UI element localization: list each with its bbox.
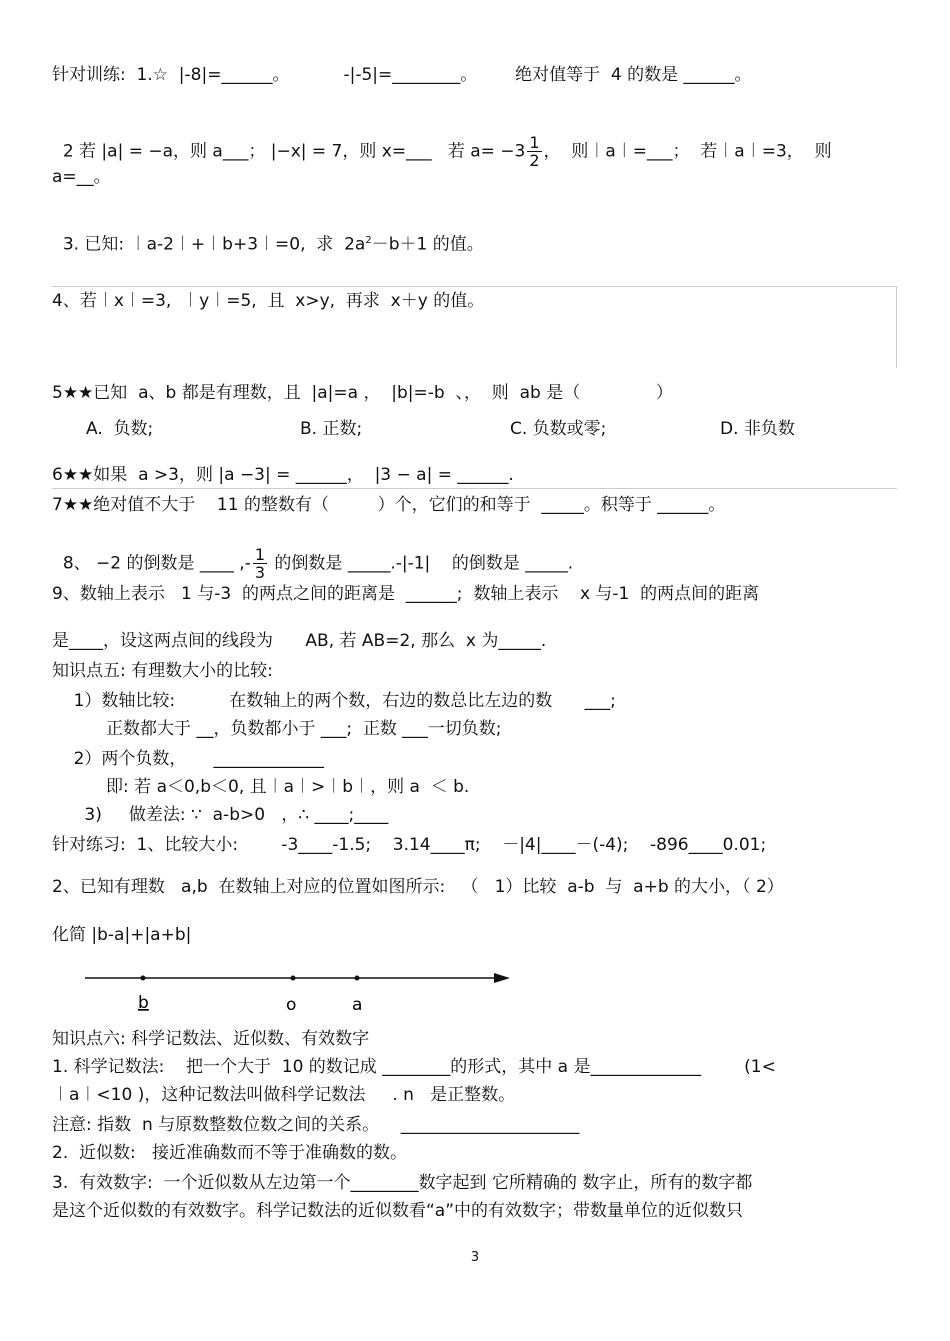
line9-part-b: 的倒数是 _____.-|-1| 的倒数是 _____. <box>269 553 574 574</box>
sci-notation-line-2: ︱a︱<10 )，这种记数法叫做科学记数法 . n 是正整数。 <box>52 1085 516 1105</box>
page-number: 3 <box>470 1250 480 1265</box>
exercise-line-2 <box>52 112 832 169</box>
exercise-line-10: 9、数轴上表示 1 与-3 的两点之间的距离是 ______; 数轴上表示 x 与-1 的两点间的距离 <box>52 584 760 604</box>
exercise-line-6: 5★★已知 a、b 都是有理数，且 |a|=a ， |b|=-b 、， 则 ab 是（ ） <box>52 383 673 403</box>
rule-2-detail: 即: 若 a＜0,b＜0, 且︱a︱>︱b︱，则 a ＜ b. <box>52 777 470 797</box>
option-a: A. 负数; <box>86 419 154 439</box>
sig-figures-line-2: 是这个近似数的有效数字。科学记数法的近似数看“a”中的有效数字；带数量单位的近似数只 <box>52 1201 744 1221</box>
practice-line-1: 针对练习: 1、比较大小: -3____-1.5; 3.14____π; －|4|____－(-4); -896____0.01; <box>52 835 767 855</box>
sci-notation-line-1: 1. 科学记数法: 把一个大于 10 的数记成 ________的形式，其中 a 是_____________ (1< <box>52 1057 776 1077</box>
point-o <box>291 976 296 981</box>
exercise-line-11: 是____，设这两点间的线段为 AB, 若 AB=2, 那么 x 为_____. <box>52 631 547 651</box>
practice-line-3: 化简 |b-a|+|a+b| <box>52 925 192 945</box>
exercise-line-3: a=__。 <box>52 167 111 187</box>
exercise-line-5: 4、若︱x︱=3, ︱y︱=5, 且 x>y, 再求 x＋y 的值。 <box>52 291 485 311</box>
number-line <box>80 960 520 1020</box>
fraction-one-half: $\frac{1}{2}$ <box>529 133 540 170</box>
option-b: B. 正数; <box>300 419 363 439</box>
exercise-line-4 <box>52 208 484 256</box>
exponent: 2 <box>365 235 372 246</box>
rule-3: 3) 做差法: ∵ a-b>0 ，∴ ____;____ <box>52 805 389 825</box>
note-line: 注意: 指数 n 与原数整数位数之间的关系。 _____________________ <box>52 1115 580 1135</box>
line9-part-a: 8、 −2 的倒数是 ____ ,- <box>62 553 251 574</box>
sig-figures-line-1: 3. 有效数字: 一个近似数从左边第一个________数字起到 它所精确的 数字止，所有的数字都 <box>52 1173 753 1193</box>
rule-1-detail: 正数都大于 __，负数都小于 ___; 正数 ___一切负数; <box>52 719 502 739</box>
exercise-line-7: 6★★如果 a >3，则 |a −3| = ______， |3 − a| = ______. <box>52 465 514 485</box>
rule-2: 2）两个负数， _____________ <box>52 749 324 769</box>
line2-part-a: 2 若 |a| = −a，则 a___； |−x| = 7，则 x=___ 若 a= −3 <box>62 141 526 162</box>
practice-line-2: 2、已知有理数 a,b 在数轴上对应的位置如图所示: （ 1）比较 a-b 与 a+b 的大小，（ 2） <box>52 877 784 897</box>
exercise-line-9 <box>52 524 573 581</box>
option-c: C. 负数或零; <box>510 419 607 439</box>
line2-part-b: ， 则︱a︱=___； 若︱a︱=3， 则 <box>543 141 832 162</box>
line4-part-a: 3. 已知: ︱a-2︱+︱b+3︱=0, 求 2a <box>62 234 366 255</box>
divider-rule <box>52 488 897 489</box>
point-a <box>355 976 360 981</box>
answer-box-top-border <box>52 286 897 287</box>
label-o: o <box>286 995 297 1015</box>
answer-box-right-border <box>896 286 897 368</box>
label-b: b <box>138 993 149 1013</box>
label-a: a <box>352 995 363 1015</box>
exercise-line-1: 针对训练: 1.☆ |-8|=______。 -|-5|=________。 绝对值等于 4 的数是 ______。 <box>52 65 752 85</box>
exercise-line-8: 7★★绝对值不大于 11 的整数有（ ）个，它们的和等于 _____。积等于 ______。 <box>52 495 726 515</box>
rule-1: 1）数轴比较: 在数轴上的两个数，右边的数总比左边的数 ___; <box>52 691 616 711</box>
line4-part-b: －b＋1 的值。 <box>371 234 484 255</box>
approx-line: 2. 近似数: 接近准确数而不等于准确数的数。 <box>52 1143 407 1163</box>
point-b <box>141 976 146 981</box>
section-six-title: 知识点六: 科学记数法、近似数、有效数字 <box>52 1029 370 1049</box>
section-five-title: 知识点五: 有理数大小的比较: <box>52 661 273 681</box>
option-d: D. 非负数 <box>720 419 795 439</box>
fraction-one-third: $\frac{1}{3}$ <box>254 545 266 582</box>
